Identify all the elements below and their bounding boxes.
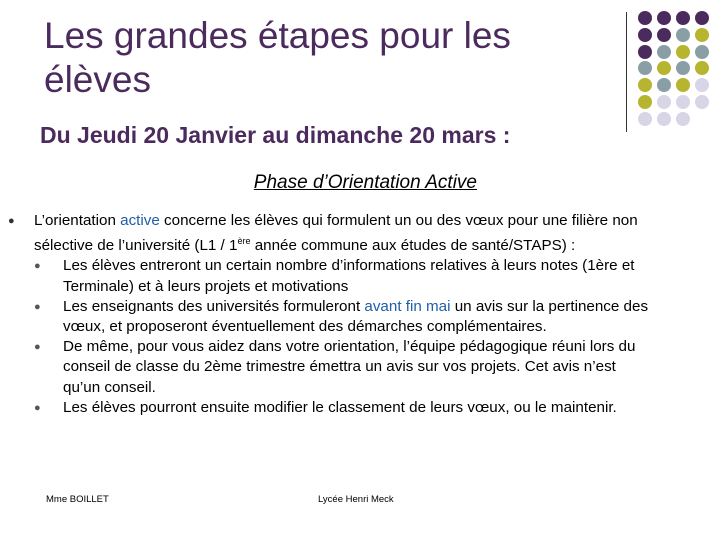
decoration-dot (676, 61, 690, 75)
superscript: ère (237, 236, 251, 247)
sub-bullet-text: Les enseignants des universités formuleront (63, 297, 365, 315)
sub-bullet (34, 337, 654, 398)
decoration-dot (695, 78, 709, 92)
decoration-dot (657, 95, 671, 109)
decoration-dot (638, 45, 652, 59)
bullet-icon: ● (34, 341, 41, 354)
text-part: L’orientation (34, 212, 121, 229)
decoration-dot (657, 78, 671, 92)
decoration-dot (657, 28, 671, 42)
sub-bullet-text: De même, pour vous aidez dans votre orientation, l’équipe pédagogique réuni lors du conseil de classe du 2ème trimestre émettra un avis sur vos projets. Cet avis n’est qu’un conseil. (63, 338, 636, 396)
bullet-icon: ● (34, 401, 41, 414)
sub-bullet (34, 256, 654, 296)
decoration-dot (676, 78, 690, 92)
decoration-dot (638, 78, 652, 92)
decoration-dot (676, 45, 690, 59)
sub-bullet (34, 297, 654, 337)
decoration-dot (638, 95, 652, 109)
phase-label: Phase d’Orientation Active (253, 172, 477, 193)
bullet-icon: ● (34, 260, 41, 273)
decoration-dot (695, 61, 709, 75)
sub-bullet-text: Les élèves entreront un certain nombre d’informations relatives à leurs notes (1ère et Terminale) et à leurs projets et motivations (63, 257, 635, 295)
slide-title: Les grandes étapes pour les élèves (44, 15, 511, 100)
main-bullet-text (34, 211, 654, 256)
decoration-dot (695, 28, 709, 42)
decoration-dot (695, 11, 709, 25)
decoration-dot (695, 95, 709, 109)
date-subtitle: Du Jeudi 20 Janvier au dimanche 20 mars : (40, 122, 511, 148)
decoration-dot (657, 45, 671, 59)
decoration-dot (657, 61, 671, 75)
main-bullet (34, 211, 654, 418)
sub-bullet-text: Les élèves pourront ensuite modifier le classement de leurs vœux, ou le maintenir. (63, 398, 617, 416)
bullet-icon: ● (34, 300, 41, 313)
decoration-dot (638, 28, 652, 42)
decoration-dot (695, 45, 709, 59)
decoration-dot (676, 11, 690, 25)
decoration-dot (657, 11, 671, 25)
accent-text: active (120, 212, 160, 229)
sub-bullet (34, 398, 654, 418)
decoration-dot (638, 61, 652, 75)
divider-line (626, 12, 627, 132)
phase-heading (0, 172, 650, 194)
text-part: concerne les élèves qui formulent un ou des vœux pour une filière non sélective de l’université (L1 / 1 (34, 212, 638, 255)
decoration-dot (676, 28, 690, 42)
footer-school: Lycée Henri Meck (318, 494, 394, 505)
decoration-dot (676, 95, 690, 109)
accent-text: avant fin mai (364, 297, 451, 315)
bullet-icon: ● (8, 215, 15, 227)
text-part: année commune aux études de santé/STAPS) : (250, 237, 576, 255)
footer-author: Mme BOILLET (46, 494, 109, 505)
decoration-dot (638, 11, 652, 25)
sub-bullet-text: un avis sur la pertinence des vœux, et proposeront éventuellement des démarches complémentaires. (63, 297, 649, 336)
